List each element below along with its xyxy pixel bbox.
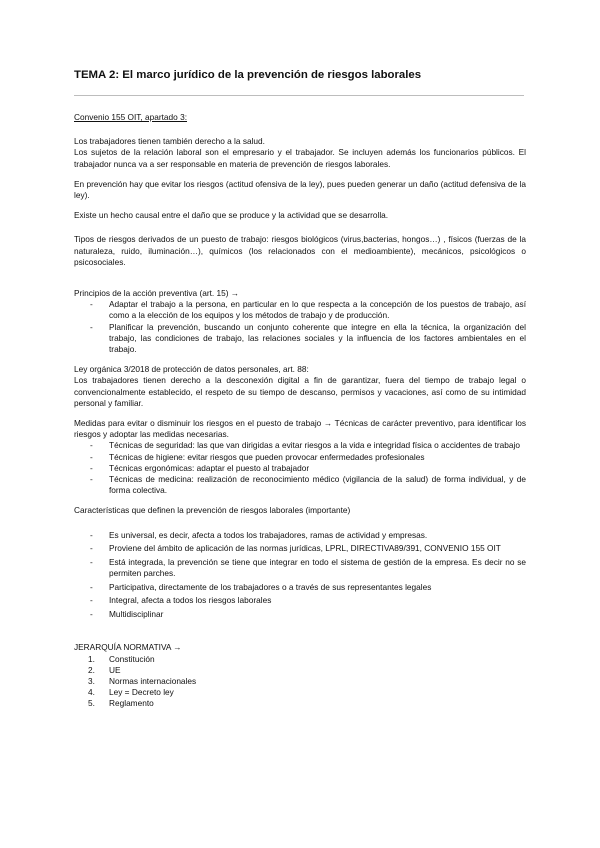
list-number: 1. [88,653,95,664]
list-item: - Técnicas de seguridad: las que van dirigidas a evitar riesgos a la vida e integridad física o accidentes de trabajo [74,440,526,451]
list-item-text: UE [109,664,121,675]
convenio-paragraph-3: En prevención hay que evitar los riesgos (actitud ofensiva de la ley), pues pueden generar un daño (actitud defensiva de la ley). [74,178,526,201]
medidas-section [74,418,526,496]
convenio-paragraph-4: Existe un hecho causal entre el daño que se produce y la actividad que se desarrolla. [74,210,389,221]
list-number: 4. [88,687,95,698]
list-item: - Planificar la prevención, buscando un conjunto coherente que integre en ella la técnica, la organización del trabajo, las condiciones de trabajo, las relaciones sociales y la influencia de los factores ambientales en el trabajo. [74,322,526,356]
jerarquia-list [74,654,526,710]
medidas-intro: Medidas para evitar o disminuir los riesgos en el puesto de trabajo → Técnicas de carácter preventivo, para identificar los riesgos y adoptar las medidas necesarias. [74,418,526,440]
jerarquia-heading: JERARQUÍA NORMATIVA → [74,642,182,653]
convenio-heading: Convenio 155 OIT, apartado 3: [74,112,188,122]
document-title: TEMA 2: El marco jurídico de la prevención de riesgos laborales [74,69,422,81]
caracteristicas-heading: Características que definen la prevención de riesgos laborales (importante) [74,505,351,516]
list-item [74,654,526,665]
list-item: - Integral, afecta a todos los riesgos laborales [74,595,526,606]
ley-paragraph: Los trabajadores tienen derecho a la desconexión digital a fin de garantizar, fuera del tiempo de trabajo legal o convencionalmente establecido, el respeto de su tiempo de descanso, permisos y vacaciones, así como de su intimidad personal y familiar. [74,375,526,408]
principios-list [74,299,526,355]
list-number: 2. [88,664,95,675]
list-item: - Técnicas de medicina: realización de reconocimiento médico (vigilancia de la salud) de forma individual, y de forma colectiva. [74,474,526,496]
list-item: - Participativa, directamente de los trabajadores o a través de sus representantes legales [74,582,526,593]
list-item [74,687,526,698]
ley-section [74,364,526,409]
list-item-text: Reglamento [109,698,154,709]
list-item [74,676,526,687]
caracteristicas-list [74,530,526,620]
convenio-paragraph-5: Tipos de riesgos derivados de un puesto de trabajo: riesgos biológicos (virus,bacterias, hongos…) , físicos (fuerzas de la naturaleza, ruido, iluminación…), químicos (los relacionados con el medioambiente), mecánicos, psicológicos o psicosociales. [74,234,526,267]
list-item-text: Normas internacionales [109,676,197,687]
list-item: - Es universal, es decir, afecta a todos los trabajadores, ramas de actividad y empresas. [74,530,526,541]
list-number: 5. [88,698,95,709]
principios-heading: Principios de la acción preventiva (art. 15) → [74,288,240,299]
medidas-list [74,440,526,496]
list-item: - Adaptar el trabajo a la persona, en particular en lo que respecta a la concepción de los puestos de trabajo, así como a la elección de los equipos y los métodos de trabajo y de producción. [74,299,526,321]
list-item: - Técnicas ergonómicas: adaptar el puesto al trabajador [74,463,526,474]
convenio-paragraph-2: Los sujetos de la relación laboral son el empresario y el trabajador. Se incluyen además los funcionarios públicos. El trabajador nunca va a ser responsable en materia de prevención de riesgos laborales. [74,147,526,169]
list-item: - Multidisciplinar [74,609,526,620]
caracteristicas-section [74,505,526,620]
list-item: - Técnicas de higiene: evitar riesgos que pueden provocar enfermedades profesionales [74,452,526,463]
convenio-section [74,112,526,268]
list-item-text: Ley = Decreto ley [109,687,174,698]
ley-heading: Ley orgánica 3/2018 de protección de datos personales, art. 88: [74,364,309,375]
list-item [74,665,526,676]
list-number: 3. [88,676,95,687]
list-item: - Está integrada, la prevención se tiene que integrar en todo el sistema de gestión de la empresa. Es decir no se permiten parches. [74,557,526,579]
jerarquia-section [74,642,526,709]
list-item-text: Constitución [109,653,155,664]
principios-section [74,288,526,355]
document-body [74,112,526,710]
convenio-paragraph-1: Los trabajadores tienen también derecho a la salud. [74,136,265,147]
title-divider [74,95,524,96]
list-item [74,698,526,709]
list-item: - Proviene del ámbito de aplicación de las normas jurídicas, LPRL, DIRECTIVA89/391, CONVENIO 155 OIT [74,543,526,554]
